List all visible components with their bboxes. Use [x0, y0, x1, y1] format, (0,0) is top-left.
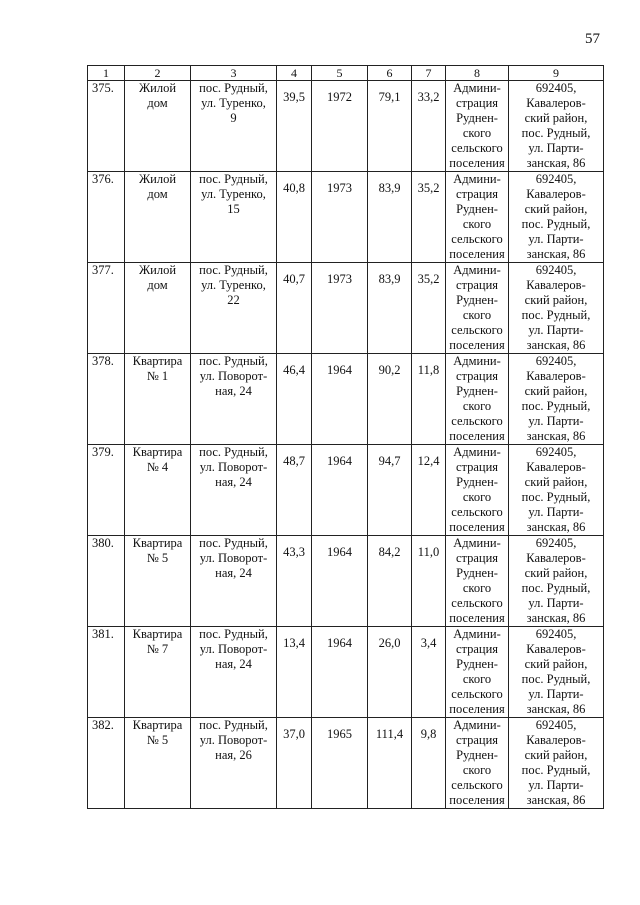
year-built: 1972	[312, 81, 368, 172]
year-built: 1964	[312, 627, 368, 718]
value-col-4: 37,0	[277, 718, 312, 809]
rights-holder: Админи- страция Руднен- ского сельского поселения	[446, 354, 509, 445]
value-col-6: 79,1	[368, 81, 412, 172]
object-name: Квартира № 5	[125, 536, 191, 627]
rights-holder-address: 692405, Кавалеров- ский район, пос. Рудный, ул. Парти- занская, 86	[509, 445, 604, 536]
rights-holder-address: 692405, Кавалеров- ский район, пос. Рудный, ул. Парти- занская, 86	[509, 718, 604, 809]
table-row	[88, 445, 604, 536]
column-header: 3	[191, 66, 277, 81]
value-col-4: 13,4	[277, 627, 312, 718]
object-name: Квартира № 5	[125, 718, 191, 809]
row-number: 375.	[88, 81, 125, 172]
value-col-7: 9,8	[412, 718, 446, 809]
column-header: 8	[446, 66, 509, 81]
object-address: пос. Рудный, ул. Туренко, 15	[191, 172, 277, 263]
row-number: 379.	[88, 445, 125, 536]
value-col-6: 83,9	[368, 172, 412, 263]
column-header: 2	[125, 66, 191, 81]
column-header: 7	[412, 66, 446, 81]
column-header: 1	[88, 66, 125, 81]
value-col-4: 39,5	[277, 81, 312, 172]
rights-holder-address: 692405, Кавалеров- ский район, пос. Рудный, ул. Парти- занская, 86	[509, 172, 604, 263]
value-col-6: 94,7	[368, 445, 412, 536]
column-header: 6	[368, 66, 412, 81]
value-col-7: 3,4	[412, 627, 446, 718]
value-col-7: 12,4	[412, 445, 446, 536]
row-number: 382.	[88, 718, 125, 809]
year-built: 1973	[312, 172, 368, 263]
row-number: 377.	[88, 263, 125, 354]
rights-holder: Админи- страция Руднен- ского сельского поселения	[446, 263, 509, 354]
value-col-7: 11,8	[412, 354, 446, 445]
object-address: пос. Рудный, ул. Поворот- ная, 24	[191, 536, 277, 627]
rights-holder: Админи- страция Руднен- ского сельского поселения	[446, 81, 509, 172]
object-name: Жилой дом	[125, 81, 191, 172]
object-address: пос. Рудный, ул. Туренко, 9	[191, 81, 277, 172]
year-built: 1964	[312, 536, 368, 627]
object-name: Квартира № 7	[125, 627, 191, 718]
rights-holder-address: 692405, Кавалеров- ский район, пос. Рудный, ул. Парти- занская, 86	[509, 81, 604, 172]
year-built: 1964	[312, 445, 368, 536]
table-row	[88, 536, 604, 627]
rights-holder: Админи- страция Руднен- ского сельского поселения	[446, 172, 509, 263]
rights-holder: Админи- страция Руднен- ского сельского поселения	[446, 718, 509, 809]
table-row	[88, 354, 604, 445]
column-header: 4	[277, 66, 312, 81]
column-header: 9	[509, 66, 604, 81]
value-col-7: 35,2	[412, 263, 446, 354]
column-header: 5	[312, 66, 368, 81]
object-name: Квартира № 1	[125, 354, 191, 445]
rights-holder: Админи- страция Руднен- ского сельского поселения	[446, 445, 509, 536]
row-number: 378.	[88, 354, 125, 445]
table-row	[88, 627, 604, 718]
value-col-7: 33,2	[412, 81, 446, 172]
value-col-7: 11,0	[412, 536, 446, 627]
rights-holder-address: 692405, Кавалеров- ский район, пос. Рудный, ул. Парти- занская, 86	[509, 536, 604, 627]
value-col-6: 111,4	[368, 718, 412, 809]
value-col-6: 83,9	[368, 263, 412, 354]
year-built: 1965	[312, 718, 368, 809]
page-number: 57	[585, 31, 600, 47]
object-name: Квартира № 4	[125, 445, 191, 536]
object-address: пос. Рудный, ул. Туренко, 22	[191, 263, 277, 354]
rights-holder-address: 692405, Кавалеров- ский район, пос. Рудный, ул. Парти- занская, 86	[509, 354, 604, 445]
value-col-4: 43,3	[277, 536, 312, 627]
year-built: 1973	[312, 263, 368, 354]
object-address: пос. Рудный, ул. Поворот- ная, 24	[191, 627, 277, 718]
value-col-6: 26,0	[368, 627, 412, 718]
value-col-4: 40,8	[277, 172, 312, 263]
value-col-7: 35,2	[412, 172, 446, 263]
value-col-4: 46,4	[277, 354, 312, 445]
value-col-6: 84,2	[368, 536, 412, 627]
object-address: пос. Рудный, ул. Поворот- ная, 26	[191, 718, 277, 809]
value-col-6: 90,2	[368, 354, 412, 445]
table-row	[88, 263, 604, 354]
object-address: пос. Рудный, ул. Поворот- ная, 24	[191, 354, 277, 445]
value-col-4: 48,7	[277, 445, 312, 536]
rights-holder-address: 692405, Кавалеров- ский район, пос. Рудный, ул. Парти- занская, 86	[509, 627, 604, 718]
rights-holder-address: 692405, Кавалеров- ский район, пос. Рудный, ул. Парти- занская, 86	[509, 263, 604, 354]
table-row	[88, 718, 604, 809]
object-address: пос. Рудный, ул. Поворот- ная, 24	[191, 445, 277, 536]
object-name: Жилой дом	[125, 172, 191, 263]
property-registry-table	[87, 65, 604, 809]
value-col-4: 40,7	[277, 263, 312, 354]
rights-holder: Админи- страция Руднен- ского сельского поселения	[446, 627, 509, 718]
header-row	[88, 66, 604, 81]
table-row	[88, 81, 604, 172]
row-number: 376.	[88, 172, 125, 263]
rights-holder: Админи- страция Руднен- ского сельского поселения	[446, 536, 509, 627]
row-number: 381.	[88, 627, 125, 718]
year-built: 1964	[312, 354, 368, 445]
table-row	[88, 172, 604, 263]
row-number: 380.	[88, 536, 125, 627]
object-name: Жилой дом	[125, 263, 191, 354]
